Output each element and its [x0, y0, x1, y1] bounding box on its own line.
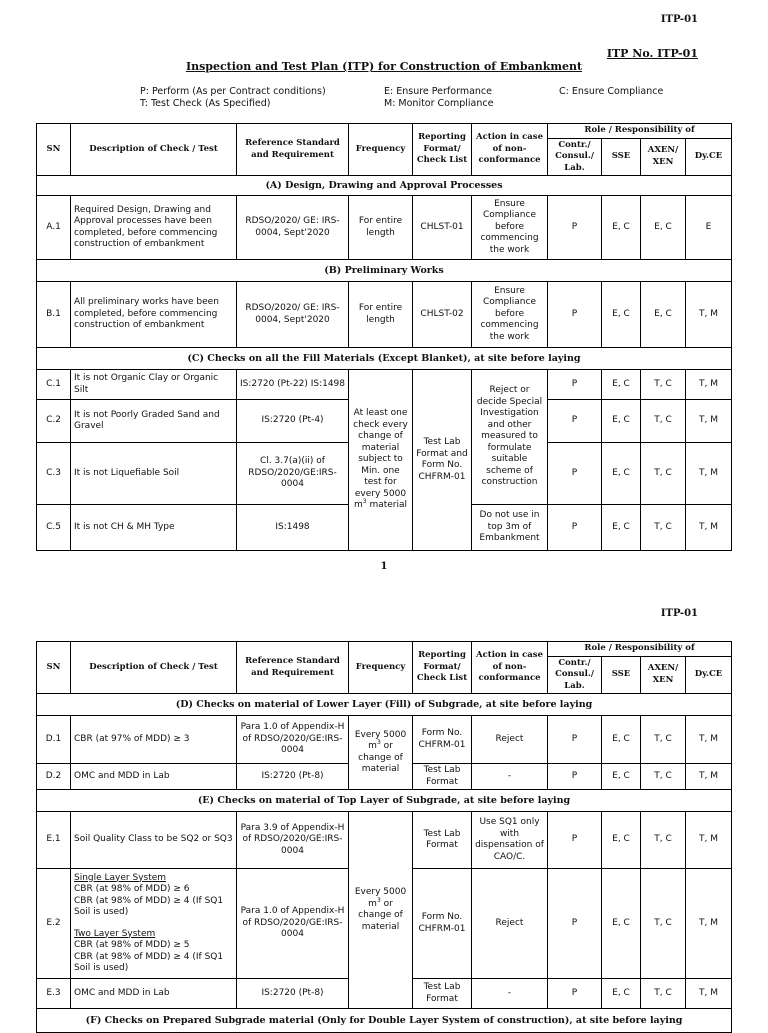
- row-description: It is not Poorly Graded Sand and Gravel: [71, 400, 237, 443]
- single-layer-line-2: CBR (at 98% of MDD) ≥ 4 (If SQ1 Soil is used): [74, 895, 224, 917]
- row-action: Ensure Compliance before commencing the work: [472, 282, 548, 348]
- row-reference: Para 1.0 of Appendix-H of RDSO/2020/GE:IRS-0004: [237, 869, 349, 979]
- header-description: Description of Check / Test: [71, 642, 237, 694]
- row-axen: T, C: [641, 869, 686, 979]
- freq-tail: material: [366, 500, 408, 511]
- row-dyce: T, M: [686, 869, 732, 979]
- row-sse: E, C: [602, 370, 641, 400]
- two-layer-heading: Two Layer System: [74, 928, 156, 939]
- row-contractor: P: [548, 764, 602, 790]
- row-reference: IS:2720 (Pt-8): [237, 764, 349, 790]
- row-action: -: [472, 979, 548, 1009]
- two-layer-line-1: CBR (at 98% of MDD) ≥ 5: [74, 940, 190, 950]
- section-c-action: Reject or decide Special Investigation and other measured to formulate suitable scheme of construction: [472, 370, 548, 505]
- row-dyce: T, M: [686, 812, 732, 869]
- header-frequency: Frequency: [349, 124, 413, 176]
- header-reporting: Reporting Format/ Check List: [413, 642, 472, 694]
- legend-test-check: T: Test Check (As Specified): [140, 98, 271, 109]
- row-dyce: T, M: [686, 400, 732, 443]
- row-axen: E, C: [641, 282, 686, 348]
- row-dyce: T, M: [686, 370, 732, 400]
- header-role: Role / Responsibility of: [548, 642, 732, 657]
- row-sse: E, C: [602, 443, 641, 505]
- freq-tail: or change of material: [358, 898, 403, 932]
- row-reporting: Form No. CHFRM-01: [413, 869, 472, 979]
- section-c-reporting: Test Lab Format and Form No. CHFRM-01: [413, 370, 472, 551]
- section-d-frequency: [349, 716, 413, 790]
- row-sse: E, C: [602, 400, 641, 443]
- row-reference: RDSO/2020/ GE: IRS-0004, Sept'2020: [237, 196, 349, 260]
- row-sn: A.1: [37, 196, 71, 260]
- row-sse: E, C: [602, 869, 641, 979]
- page-2: [0, 600, 768, 1024]
- row-axen: T, C: [641, 764, 686, 790]
- row-description: It is not Liquefiable Soil: [71, 443, 237, 505]
- row-axen: T, C: [641, 505, 686, 551]
- row-sse: E, C: [602, 812, 641, 869]
- row-reference: IS:1498: [237, 505, 349, 551]
- row-sn: D.1: [37, 716, 71, 764]
- header-dyce: Dy.CE: [686, 656, 732, 694]
- section-d-title: (D) Checks on material of Lower Layer (Fill) of Subgrade, at site before laying: [37, 694, 732, 716]
- row-dyce: T, M: [686, 716, 732, 764]
- header-dyce: Dy.CE: [686, 138, 732, 176]
- row-reporting: CHLST-01: [413, 196, 472, 260]
- row-dyce: T, M: [686, 443, 732, 505]
- legend-monitor-compliance: M: Monitor Compliance: [384, 98, 494, 109]
- row-sn: C.3: [37, 443, 71, 505]
- header-contractor: Contr./ Consul./ Lab.: [548, 656, 602, 694]
- freq-superscript: 3: [376, 739, 381, 746]
- header-contractor: Contr./ Consul./ Lab.: [548, 138, 602, 176]
- freq-text: At least one check every change of material subject to Min. one test for every 5000 m: [353, 408, 408, 511]
- row-sse: E, C: [602, 716, 641, 764]
- section-a-title: (A) Design, Drawing and Approval Processes: [37, 176, 732, 196]
- row-sn: C.1: [37, 370, 71, 400]
- row-reference: Para 3.9 of Appendix-H of RDSO/2020/GE:IRS-0004: [237, 812, 349, 869]
- row-axen: T, C: [641, 979, 686, 1009]
- row-axen: T, C: [641, 716, 686, 764]
- header-action: Action in case of non-conformance: [472, 642, 548, 694]
- row-contractor: P: [548, 443, 602, 505]
- row-action: Reject: [472, 869, 548, 979]
- row-dyce: T, M: [686, 282, 732, 348]
- row-sn: E.3: [37, 979, 71, 1009]
- single-layer-heading: Single Layer System: [74, 872, 167, 883]
- header-role: Role / Responsibility of: [548, 124, 732, 139]
- row-frequency: For entire length: [349, 282, 413, 348]
- single-layer-line-1: CBR (at 98% of MDD) ≥ 6: [74, 884, 190, 894]
- row-dyce: T, M: [686, 505, 732, 551]
- row-description: Required Design, Drawing and Approval processes have been completed, before commencing construction of embankment: [71, 196, 237, 260]
- row-axen: T, C: [641, 443, 686, 505]
- row-sse: E, C: [602, 505, 641, 551]
- table-row: [37, 716, 732, 764]
- row-sse: E, C: [602, 764, 641, 790]
- row-reference: IS:2720 (Pt-8): [237, 979, 349, 1009]
- row-axen: T, C: [641, 370, 686, 400]
- header-action: Action in case of non-conformance: [472, 124, 548, 176]
- legend-ensure-compliance: C: Ensure Compliance: [559, 86, 664, 97]
- row-contractor: P: [548, 716, 602, 764]
- section-f-title: (F) Checks on Prepared Subgrade material (Only for Double Layer System of construction), at site before laying: [37, 1009, 732, 1033]
- header-frequency: Frequency: [349, 642, 413, 694]
- legend-perform: P: Perform (As per Contract conditions): [140, 86, 326, 97]
- document-code: ITP-01: [660, 14, 698, 25]
- row-frequency: For entire length: [349, 196, 413, 260]
- row-dyce: E: [686, 196, 732, 260]
- row-dyce: T, M: [686, 979, 732, 1009]
- row-description: CBR (at 97% of MDD) ≥ 3: [71, 716, 237, 764]
- table-row: [37, 282, 732, 348]
- row-reference: IS:2720 (Pt-22) IS:1498: [237, 370, 349, 400]
- row-contractor: P: [548, 370, 602, 400]
- row-sn: D.2: [37, 764, 71, 790]
- row-reference: Cl. 3.7(a)(ii) of RDSO/2020/GE:IRS-0004: [237, 443, 349, 505]
- document-title: Inspection and Test Plan (ITP) for Construction of Embankment: [185, 60, 583, 73]
- row-axen: T, C: [641, 400, 686, 443]
- row-contractor: P: [548, 400, 602, 443]
- freq-text: Every 5000 m: [354, 729, 407, 751]
- row-sse: E, C: [602, 196, 641, 260]
- row-action: Do not use in top 3m of Embankment: [472, 505, 548, 551]
- table-row: [37, 812, 732, 869]
- header-sse: SSE: [602, 138, 641, 176]
- row-description: It is not CH & MH Type: [71, 505, 237, 551]
- row-description: All preliminary works have been completed, before commencing construction of embankment: [71, 282, 237, 348]
- row-sn: C.2: [37, 400, 71, 443]
- freq-superscript: 3: [376, 896, 381, 904]
- table-row: [37, 196, 732, 260]
- row-reporting: CHLST-02: [413, 282, 472, 348]
- row-sn: C.5: [37, 505, 71, 551]
- header-axen: AXEN/ XEN: [641, 138, 686, 176]
- section-e-frequency: [349, 812, 413, 1009]
- row-sse: E, C: [602, 282, 641, 348]
- document-code: ITP-01: [660, 608, 698, 619]
- row-action: Reject: [472, 716, 548, 764]
- row-action: Ensure Compliance before commencing the work: [472, 196, 548, 260]
- row-reporting: Form No. CHFRM-01: [413, 716, 472, 764]
- row-reference: RDSO/2020/ GE: IRS-0004, Sept'2020: [237, 282, 349, 348]
- section-c-title: (C) Checks on all the Fill Materials (Except Blanket), at site before laying: [37, 348, 732, 370]
- row-action: Use SQ1 only with dispensation of CAO/C.: [472, 812, 548, 869]
- freq-tail: or change of material: [358, 741, 403, 774]
- freq-superscript: 3: [362, 498, 367, 506]
- row-reporting: Test Lab Format: [413, 979, 472, 1009]
- itp-table-page-1: [36, 123, 732, 551]
- itp-table-page-2: [36, 641, 732, 1033]
- header-sn: SN: [37, 642, 71, 694]
- header-reporting: Reporting Format/ Check List: [413, 124, 472, 176]
- two-layer-line-2: CBR (at 98% of MDD) ≥ 4 (If SQ1 Soil is used): [74, 951, 224, 973]
- row-reporting: Test Lab Format: [413, 812, 472, 869]
- row-sse: E, C: [602, 979, 641, 1009]
- header-reference: Reference Standard and Requirement: [237, 642, 349, 694]
- row-description: [71, 869, 237, 979]
- row-reference: Para 1.0 of Appendix-H of RDSO/2020/GE:IRS-0004: [237, 716, 349, 764]
- row-contractor: P: [548, 196, 602, 260]
- header-description: Description of Check / Test: [71, 124, 237, 176]
- row-contractor: P: [548, 979, 602, 1009]
- table-row: [37, 370, 732, 400]
- itp-number: ITP No. ITP-01: [606, 47, 698, 60]
- row-contractor: P: [548, 505, 602, 551]
- page-number: 1: [380, 561, 388, 572]
- row-contractor: P: [548, 282, 602, 348]
- row-reporting: Test Lab Format: [413, 764, 472, 790]
- header-sn: SN: [37, 124, 71, 176]
- freq-text: Every 5000 m: [354, 887, 407, 909]
- row-contractor: P: [548, 812, 602, 869]
- row-description: OMC and MDD in Lab: [71, 979, 237, 1009]
- row-sn: E.2: [37, 869, 71, 979]
- row-dyce: T, M: [686, 764, 732, 790]
- row-description: Soil Quality Class to be SQ2 or SQ3: [71, 812, 237, 869]
- row-description: OMC and MDD in Lab: [71, 764, 237, 790]
- header-reference: Reference Standard and Requirement: [237, 124, 349, 176]
- section-b-title: (B) Preliminary Works: [37, 260, 732, 282]
- header-axen: AXEN/ XEN: [641, 656, 686, 694]
- section-c-frequency: [349, 370, 413, 551]
- row-axen: E, C: [641, 196, 686, 260]
- row-axen: T, C: [641, 812, 686, 869]
- row-contractor: P: [548, 869, 602, 979]
- row-reference: IS:2720 (Pt-4): [237, 400, 349, 443]
- row-description: It is not Organic Clay or Organic Silt: [71, 370, 237, 400]
- row-action: -: [472, 764, 548, 790]
- legend-ensure-performance: E: Ensure Performance: [384, 86, 492, 97]
- section-e-title: (E) Checks on material of Top Layer of Subgrade, at site before laying: [37, 790, 732, 812]
- header-sse: SSE: [602, 656, 641, 694]
- row-sn: B.1: [37, 282, 71, 348]
- row-sn: E.1: [37, 812, 71, 869]
